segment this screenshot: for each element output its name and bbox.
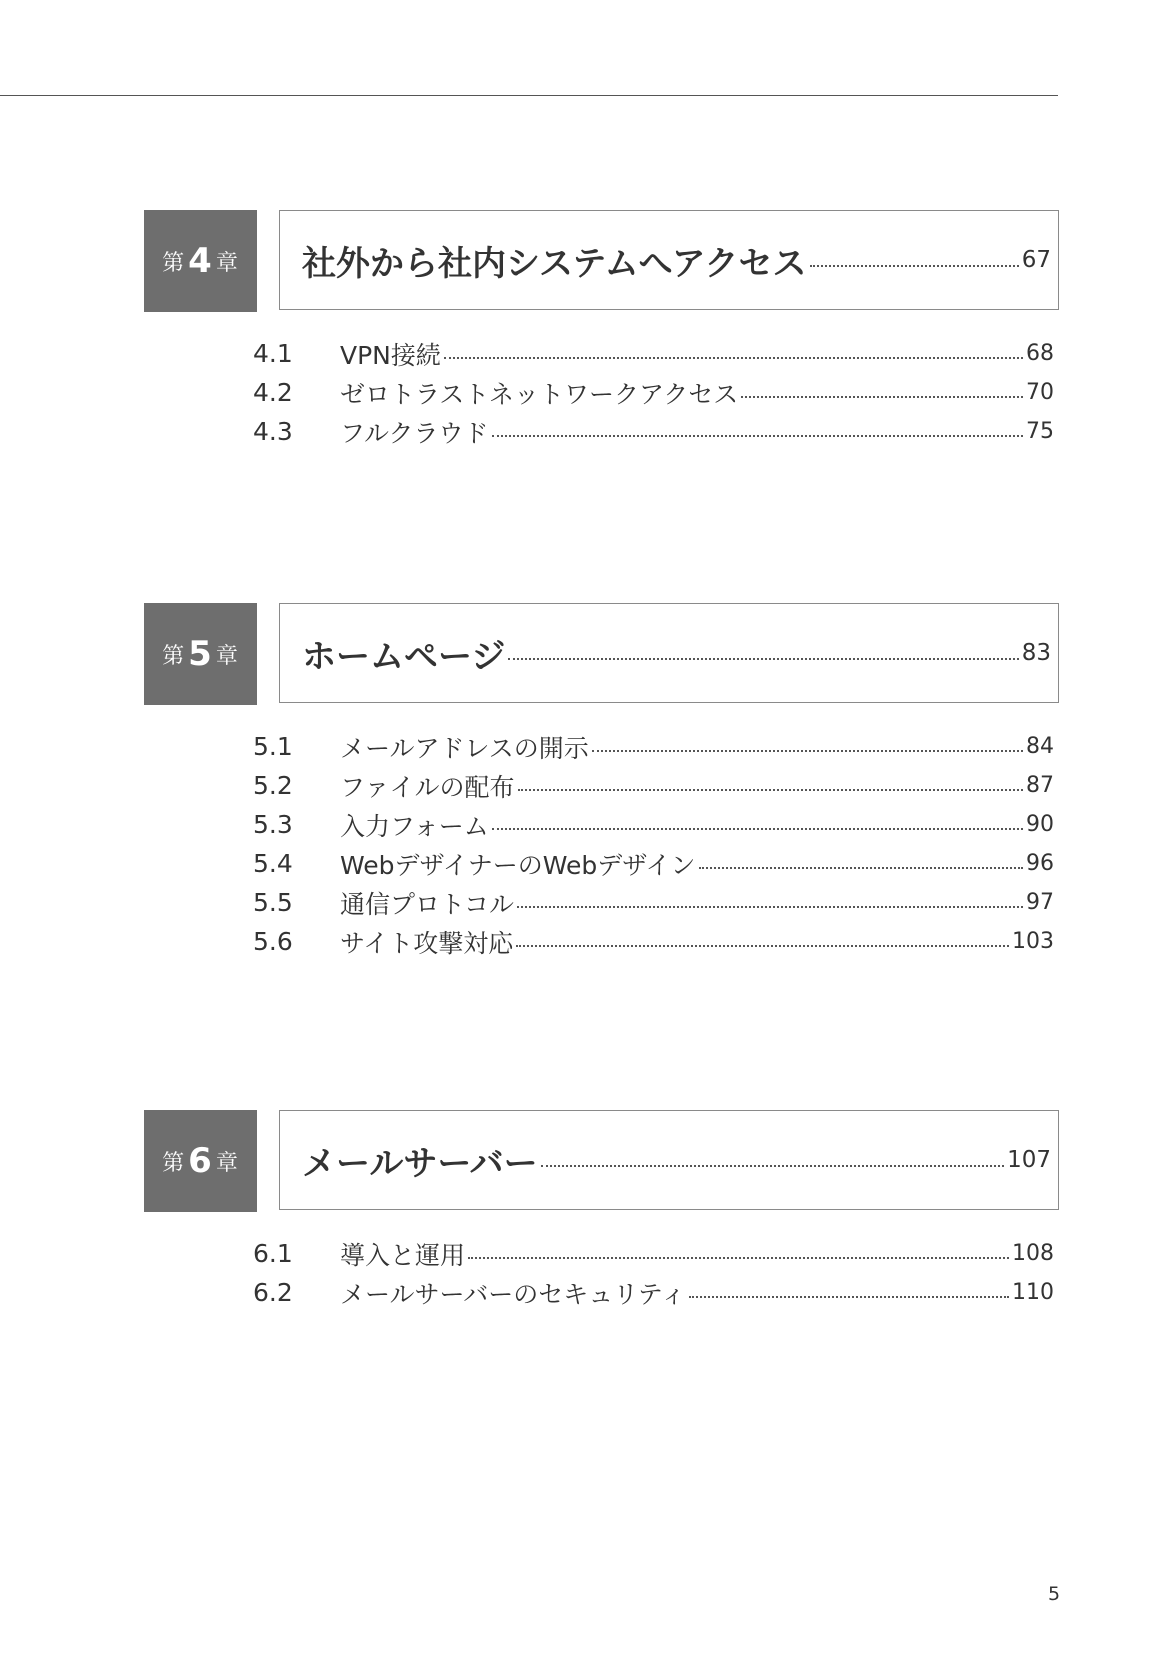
section-number: 5.4 [253,849,293,878]
section-number: 6.2 [253,1278,293,1307]
section-title: VPN接続 [340,340,441,370]
section-title: 導入と運用 [340,1240,466,1270]
dot-leader [492,435,1023,437]
dot-leader [699,867,1023,869]
chapter-page: 67 [1021,247,1051,273]
chapter-badge [144,1110,257,1212]
section-page: 108 [1012,1241,1054,1266]
dot-leader [492,828,1023,830]
section-number: 6.1 [253,1239,293,1268]
dot-leader [592,750,1023,752]
chapter-title: メールサーバー [302,1143,538,1184]
section-page: 96 [1026,851,1054,876]
section-page: 68 [1026,341,1054,366]
section-page: 75 [1026,419,1054,444]
section-page: 87 [1026,773,1054,798]
dot-leader [741,396,1023,398]
chapter-prefix: 第 [162,643,186,669]
dot-leader [468,1257,1009,1259]
section-title: サイト攻撃対応 [340,928,514,958]
dot-leader [689,1296,1009,1298]
dot-leader [444,357,1023,359]
section-page: 110 [1012,1280,1054,1305]
toc-entry[interactable] [253,373,1054,412]
section-title: WebデザイナーのWebデザイン [340,850,696,880]
dot-leader [810,265,1019,267]
section-number: 4.1 [253,339,293,368]
chapter-5-sections [253,727,1054,961]
toc-entry[interactable] [253,844,1054,883]
dot-leader [541,1165,1004,1167]
section-number: 5.1 [253,732,293,761]
section-number: 4.3 [253,417,293,446]
section-page: 70 [1026,380,1054,405]
chapter-number: 6 [188,1141,213,1181]
chapter-suffix: 章 [215,643,239,669]
section-number: 4.2 [253,378,293,407]
chapter-prefix: 第 [162,250,186,276]
chapter-suffix: 章 [215,250,239,276]
chapter-number: 5 [188,634,213,674]
section-page: 90 [1026,812,1054,837]
toc-entry[interactable] [253,1273,1054,1312]
chapter-title-box[interactable] [279,1110,1059,1210]
chapter-title-box[interactable] [279,603,1059,703]
chapter-badge [144,603,257,705]
section-number: 5.3 [253,810,293,839]
chapter-prefix: 第 [162,1150,186,1176]
section-page: 97 [1026,890,1054,915]
chapter-6-sections [253,1234,1054,1312]
toc-entry[interactable] [253,883,1054,922]
toc-entry[interactable] [253,1234,1054,1273]
section-title: 通信プロトコル [340,889,515,919]
section-number: 5.2 [253,771,293,800]
dot-leader [516,945,1009,947]
section-number: 5.6 [253,927,293,956]
toc-entry[interactable] [253,727,1054,766]
toc-entry[interactable] [253,922,1054,961]
section-title: ゼロトラストネットワークアクセス [340,379,739,409]
toc-entry[interactable] [253,334,1054,373]
section-title: メールアドレスの開示 [340,733,589,763]
section-page: 84 [1026,734,1054,759]
chapter-title-box[interactable] [279,210,1059,310]
chapter-4-sections [253,334,1054,451]
section-title: メールサーバーのセキュリティ [340,1279,686,1309]
chapter-title: 社外から社内システムへアクセス [302,243,807,284]
chapter-page: 107 [1007,1147,1051,1173]
dot-leader [517,906,1023,908]
toc-entry[interactable] [253,412,1054,451]
chapter-badge [144,210,257,312]
toc-entry[interactable] [253,766,1054,805]
section-title: ファイルの配布 [340,772,515,802]
section-title: フルクラウド [340,418,489,448]
section-page: 103 [1012,929,1054,954]
page-number: 5 [1048,1583,1061,1605]
dot-leader [518,789,1023,791]
toc-entry[interactable] [253,805,1054,844]
chapter-page: 83 [1021,640,1051,666]
chapter-title: ホームページ [302,636,506,677]
top-rule [0,95,1058,96]
chapter-suffix: 章 [215,1150,239,1176]
section-number: 5.5 [253,888,293,917]
chapter-number: 4 [188,241,213,281]
section-title: 入力フォーム [340,811,489,841]
dot-leader [508,658,1018,660]
